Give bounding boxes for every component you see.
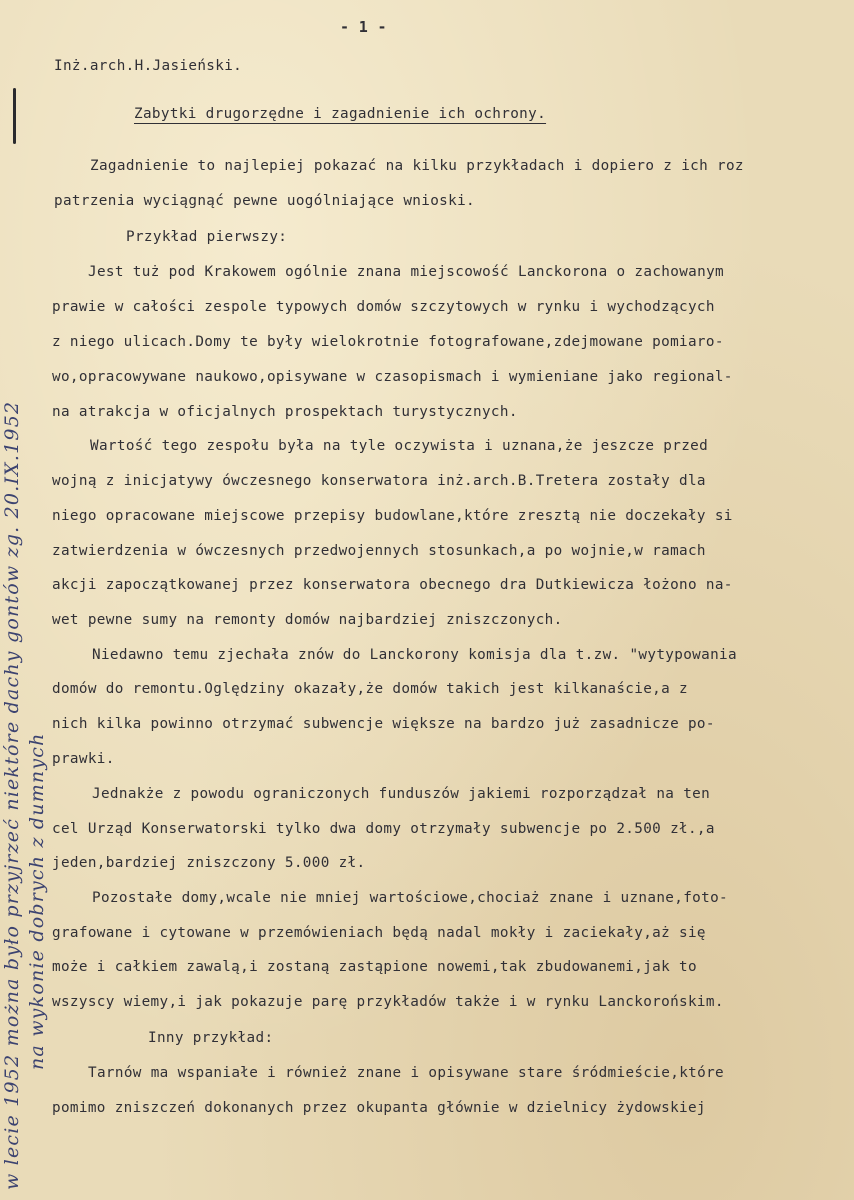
author-line: Inż.arch.H.Jasieński.: [54, 58, 243, 74]
text-line: Jest tuż pod Krakowem ogólnie znana miejscowość Lanckorona o zachowanym: [88, 264, 724, 280]
text-line: zatwierdzenia w ówczesnych przedwojennych stosunkach,a po wojnie,w ramach: [52, 543, 706, 559]
text-line: niego opracowane miejscowe przepisy budowlane,które zresztą nie doczekały si: [52, 508, 733, 524]
margin-ink-mark: [13, 88, 16, 144]
text-line: na atrakcja w oficjalnych prospektach turystycznych.: [52, 404, 518, 420]
text-line: prawki.: [52, 751, 115, 767]
text-line: jeden,bardziej zniszczony 5.000 zł.: [52, 855, 366, 871]
text-line: patrzenia wyciągnąć pewne uogólniające wnioski.: [54, 193, 475, 209]
text-line: wszyscy wiemy,i jak pokazuje parę przykładów także i w rynku Lanckorońskim.: [52, 994, 724, 1010]
margin-note-line: w lecie 1952 można było przyjrzeć niektóre dachy gontów zg. 20.IX.1952: [1, 400, 23, 1190]
text-line: akcji zapoczątkowanej przez konserwatora obecnego dra Dutkiewicza łożono na-: [52, 577, 733, 593]
text-line: nich kilka powinno otrzymać subwencje większe na bardzo już zasadnicze po-: [52, 716, 715, 732]
text-line: może i całkiem zawalą,i zostaną zastąpione nowemi,tak zbudowanemi,jak to: [52, 959, 697, 975]
text-line: domów do remontu.Oględziny okazały,że domów takich jest kilkanaście,a z: [52, 681, 688, 697]
text-line: grafowane i cytowane w przemówieniach będą nadal mokły i zaciekały,aż się: [52, 925, 706, 941]
handwritten-margin-note: [0, 390, 60, 1190]
text-line: Pozostałe domy,wcale nie mniej wartościowe,chociaż znane i uznane,foto-: [92, 890, 728, 906]
text-line: Inny przykład:: [148, 1030, 274, 1046]
text-line: pomimo zniszczeń dokonanych przez okupanta głównie w dzielnicy żydowskiej: [52, 1100, 706, 1116]
text-line: Przykład pierwszy:: [126, 229, 288, 245]
text-line: prawie w całości zespole typowych domów szczytowych w rynku i wychodzących: [52, 299, 715, 315]
text-line: Zagadnienie to najlepiej pokazać na kilku przykładach i dopiero z ich roz: [90, 158, 744, 174]
text-line: Wartość tego zespołu była na tyle oczywista i uznana,że jeszcze przed: [90, 438, 709, 454]
text-line: wo,opracowywane naukowo,opisywane w czasopismach i wymieniane jako regional-: [52, 369, 733, 385]
text-line: cel Urząd Konserwatorski tylko dwa domy otrzymały subwencje po 2.500 zł.,a: [52, 821, 715, 837]
text-line: Tarnów ma wspaniałe i również znane i opisywane stare śródmieście,które: [88, 1065, 724, 1081]
text-line: Niedawno temu zjechała znów do Lanckorony komisja dla t.zw. "wytypowania: [92, 647, 737, 663]
margin-note-line: na wykonie dobrych z dumnych: [26, 732, 48, 1070]
text-line: wojną z inicjatywy ówczesnego konserwatora inż.arch.B.Tretera zostały dla: [52, 473, 706, 489]
page-number: - 1 -: [340, 18, 387, 36]
document-title: Zabytki drugorzędne i zagadnienie ich ochrony.: [134, 106, 547, 122]
text-line: Jednakże z powodu ograniczonych funduszów jakiemi rozporządzał na ten: [92, 786, 711, 802]
text-line: z niego ulicach.Domy te były wielokrotnie fotografowane,zdejmowane pomiaro-: [52, 334, 724, 350]
text-line: wet pewne sumy na remonty domów najbardziej zniszczonych.: [52, 612, 563, 628]
